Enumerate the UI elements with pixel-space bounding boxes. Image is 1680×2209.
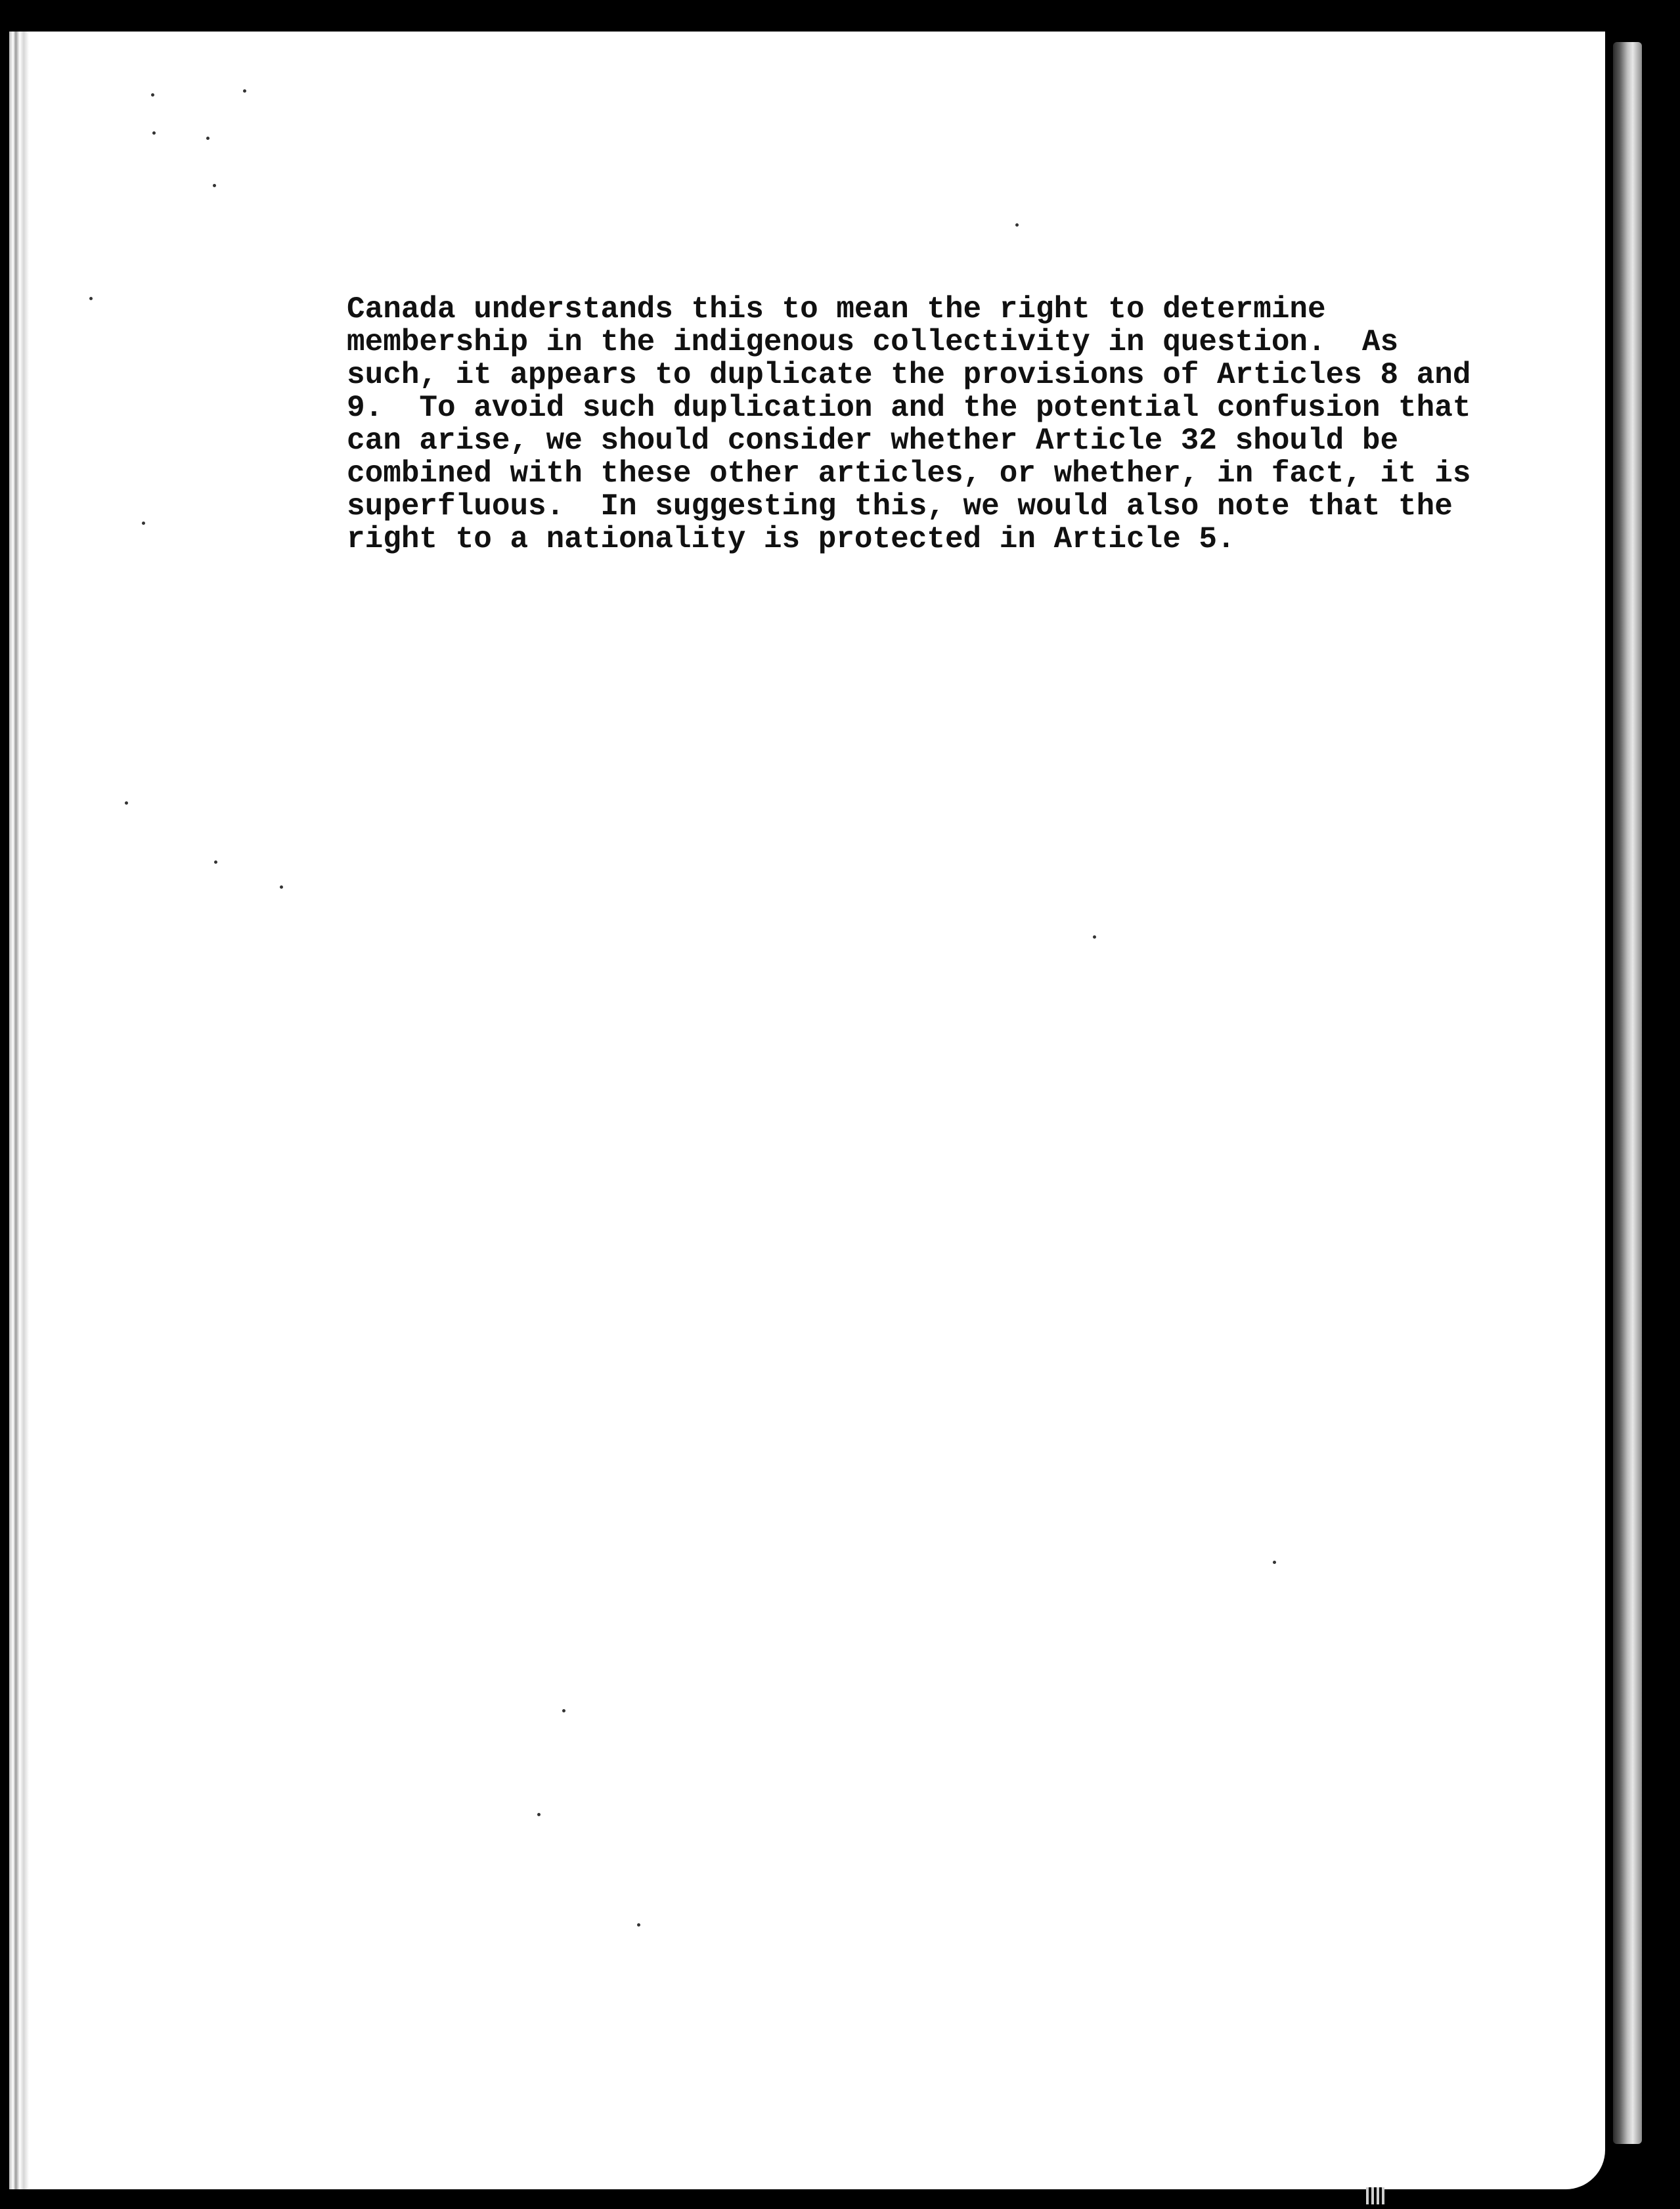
document-page	[9, 32, 1605, 2189]
scan-speck	[206, 137, 210, 140]
scan-speck	[89, 297, 93, 300]
scan-speck	[142, 522, 145, 525]
scan-speck	[152, 131, 156, 135]
scan-mark	[1366, 2187, 1384, 2204]
scan-speck	[562, 1709, 565, 1712]
paragraph-line: 9. To avoid such duplication and the potential confusion that	[347, 391, 1471, 425]
scan-speck	[1093, 935, 1096, 939]
scan-speck	[151, 93, 154, 97]
page-binding-edge	[1613, 42, 1642, 2144]
scan-speck	[243, 89, 246, 93]
body-paragraph	[347, 293, 1595, 556]
paragraph-line: Canada understands this to mean the right to determine	[347, 292, 1326, 326]
scan-speck	[537, 1813, 541, 1816]
scan-speck	[1015, 223, 1019, 227]
paragraph-line: right to a nationality is protected in Article 5.	[347, 522, 1235, 556]
scan-speck	[214, 860, 217, 864]
paragraph-line: membership in the indigenous collectivity in question. As	[347, 325, 1399, 359]
paragraph-line: combined with these other articles, or whether, in fact, it is	[347, 457, 1471, 491]
scan-speck	[125, 801, 128, 805]
scan-speck	[637, 1923, 640, 1927]
scan-border	[1642, 0, 1680, 2209]
paragraph-line: such, it appears to duplicate the provisions of Articles 8 and	[347, 358, 1471, 392]
scan-speck	[1273, 1561, 1276, 1564]
scan-speck	[280, 885, 283, 889]
page-left-edge	[9, 32, 37, 2189]
paragraph-line: can arise, we should consider whether Article 32 should be	[347, 424, 1399, 458]
scan-speck	[213, 184, 216, 187]
paragraph-line: superfluous. In suggesting this, we would also note that the	[347, 489, 1453, 524]
